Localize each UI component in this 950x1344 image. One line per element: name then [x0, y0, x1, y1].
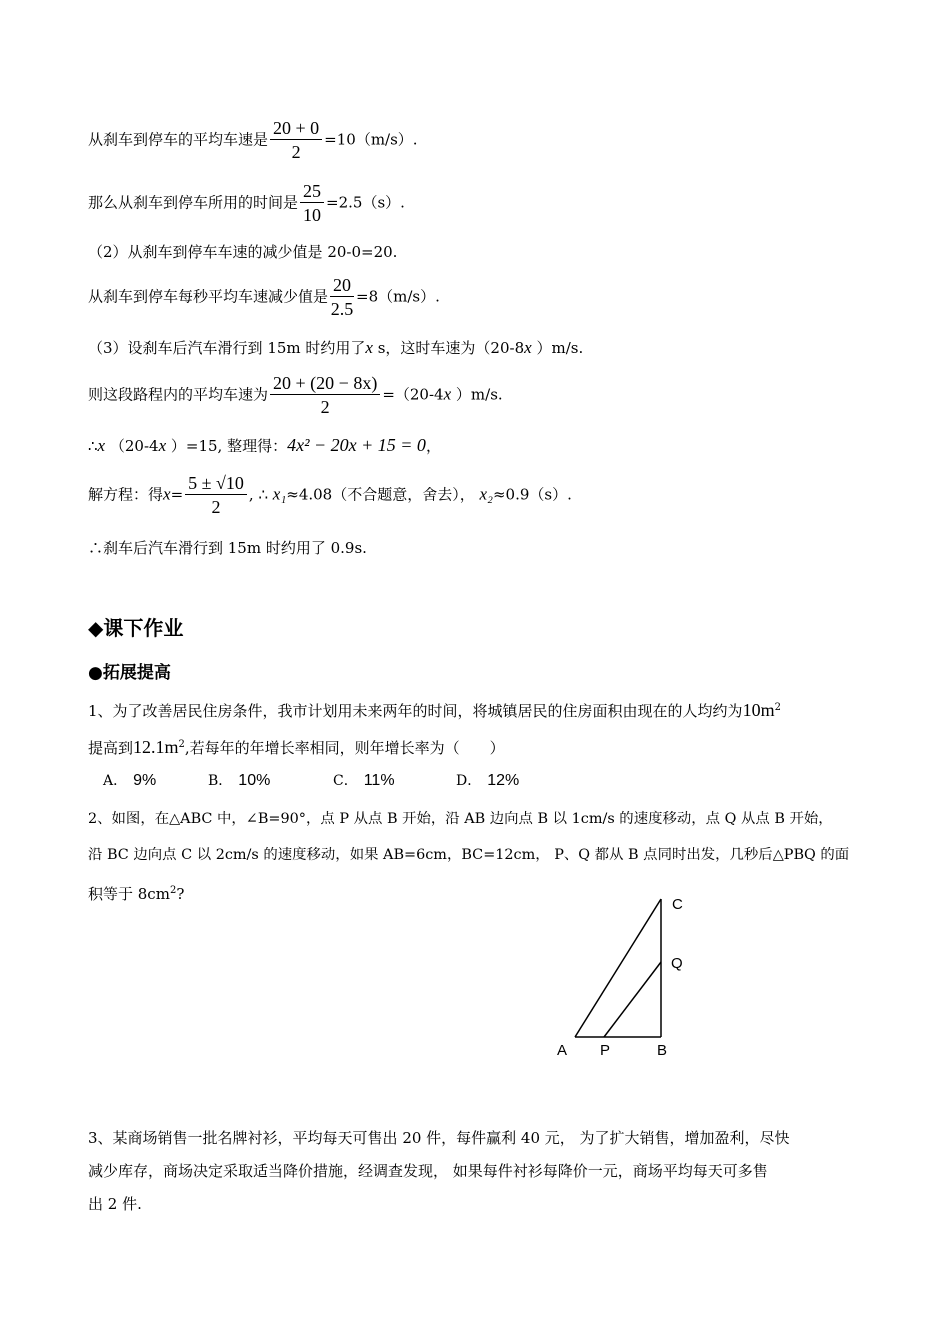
text: ≈4.08（不合题意，舍去），	[286, 485, 475, 504]
area-value: 12.1m	[133, 737, 179, 757]
text: ≈0.9（s）.	[492, 485, 572, 504]
text: 那么从刹车到停车所用的时间是	[88, 193, 299, 212]
text: , ∴	[248, 485, 268, 504]
q3-line-1: 3、某商场销售一批名牌衬衫，平均每天可售出 20 件，每件赢利 40 元， 为了扩大销售，增加盈利，尽快	[88, 1129, 790, 1147]
q1-line-1	[88, 698, 781, 721]
option-letter: B．	[208, 773, 233, 789]
option-letter: A．	[103, 773, 128, 789]
variable-x: x	[163, 484, 171, 504]
superscript: 2	[774, 702, 781, 713]
solution-line-4	[88, 274, 440, 321]
solution-line-9	[88, 538, 367, 558]
text: 积等于 8cm	[88, 885, 170, 903]
text: ）m/s.	[536, 339, 584, 357]
text: （2）从刹车到停车车速的减少值是 20-0=20.	[88, 243, 398, 261]
text: （20-4	[109, 437, 159, 455]
fraction	[185, 472, 247, 519]
section-title: ◆课下作业	[88, 616, 184, 640]
fraction-denominator: 2	[291, 142, 301, 162]
side-ac	[575, 899, 661, 1037]
option-value: 10%	[238, 772, 271, 789]
text: ，	[425, 437, 441, 455]
variable-x2: x₂	[479, 484, 493, 504]
option-value: 9%	[133, 772, 157, 789]
subsection-title: ●拓展提高	[88, 663, 171, 683]
text: =10（m/s）.	[324, 130, 418, 149]
label-q: Q	[671, 955, 683, 972]
variable-x: x	[365, 338, 373, 357]
label-p: P	[600, 1042, 611, 1059]
text: 从刹车到停车的平均车速是	[88, 130, 269, 149]
area-value: 10m	[742, 700, 775, 720]
fraction-numerator: 5 ± √10	[185, 472, 247, 495]
option-c	[333, 770, 395, 790]
option-value: 12%	[487, 772, 520, 789]
fraction-denominator: 2	[320, 397, 330, 417]
q1-line-2	[88, 735, 505, 758]
q3-line-3: 出 2 件.	[88, 1195, 142, 1213]
q3-paragraph	[88, 1122, 878, 1221]
solution-line-6	[88, 372, 503, 419]
text: =2.5（s）.	[326, 193, 405, 212]
q3-line-2: 减少库存，商场决定采取适当降价措施，经调查发现， 如果每件衬衫每降价一元，商场平均每天可多售	[88, 1162, 768, 1180]
text: 2、如图，在△ABC 中，∠B=90°，点 P 从点 B 开始，沿 AB 边向点 B 以 1cm/s 的速度移动，点 Q 从点 B 开始，	[88, 811, 833, 827]
option-value: 11%	[363, 772, 395, 789]
q2-line-1	[88, 809, 833, 829]
text: （3）设刹车后汽车滑行到 15m 时约用了	[88, 339, 366, 357]
fraction-numerator: 20 + (20 − 8x)	[270, 372, 380, 395]
solution-line-1	[88, 117, 418, 164]
text: =8（m/s）.	[356, 287, 440, 306]
label-b: B	[657, 1042, 668, 1059]
text: 沿 BC 边向点 C 以 2cm/s 的速度移动，如果 AB=6cm，BC=12cm， P、Q 都从 B 点同时出发，几秒后△PBQ 的面	[88, 847, 850, 863]
fraction-numerator: 20	[330, 274, 354, 297]
text: 解方程：得	[88, 485, 164, 504]
variable-x1: x₁	[272, 484, 287, 504]
text: ,若每年的年增长率相同，则年增长率为（ ）	[184, 739, 505, 757]
equals-sign: =	[170, 485, 184, 504]
solution-line-8	[88, 472, 572, 519]
fraction	[300, 180, 324, 227]
option-a	[103, 770, 156, 790]
text: =（20-4	[382, 385, 444, 404]
fraction-numerator: 25	[300, 180, 324, 203]
text: 则这段路程内的平均车速为	[88, 385, 269, 404]
fraction	[270, 372, 380, 419]
therefore-symbol: ∴	[88, 437, 98, 455]
text: ?	[176, 885, 185, 903]
text: ）=15, 整理得：	[170, 437, 288, 455]
solution-line-5	[88, 338, 583, 358]
segment-pq	[604, 962, 661, 1037]
label-c: C	[672, 896, 683, 913]
q2-line-2	[88, 845, 849, 865]
superscript: 2	[178, 739, 185, 750]
solution-line-3	[88, 242, 397, 262]
option-d	[456, 770, 519, 790]
text: s，这时车速为（20-8	[377, 339, 525, 357]
text: 提高到	[88, 739, 134, 757]
variable-x: x	[443, 384, 452, 404]
fraction	[270, 117, 322, 164]
text: 从刹车到停车每秒平均车速减少值是	[88, 287, 329, 306]
text: ∴刹车后汽车滑行到 15m 时约用了 0.9s.	[88, 539, 367, 557]
text: 1、为了改善居民住房条件，我市计划用未来两年的时间，将城镇居民的住房面积由现在的人均约为	[88, 702, 743, 720]
option-b	[208, 770, 270, 790]
text: ）m/s.	[455, 385, 503, 404]
fraction-denominator: 2	[211, 497, 221, 517]
fraction-numerator: 20 + 0	[270, 117, 322, 140]
label-a: A	[557, 1042, 568, 1059]
fraction-denominator: 10	[303, 205, 322, 225]
solution-line-2	[88, 180, 405, 227]
triangle-figure	[540, 890, 700, 1070]
superscript: 2	[169, 885, 177, 896]
option-letter: C．	[333, 773, 358, 789]
option-letter: D．	[456, 773, 482, 789]
variable-x: x	[524, 338, 532, 357]
solution-line-7	[88, 435, 441, 456]
fraction	[330, 274, 354, 321]
quadratic-equation: 4x² − 20x + 15 = 0	[287, 435, 426, 455]
variable-x: x	[97, 436, 106, 455]
fraction-denominator: 2.5	[330, 299, 354, 319]
variable-x: x	[158, 436, 167, 455]
q2-line-3	[88, 881, 184, 904]
